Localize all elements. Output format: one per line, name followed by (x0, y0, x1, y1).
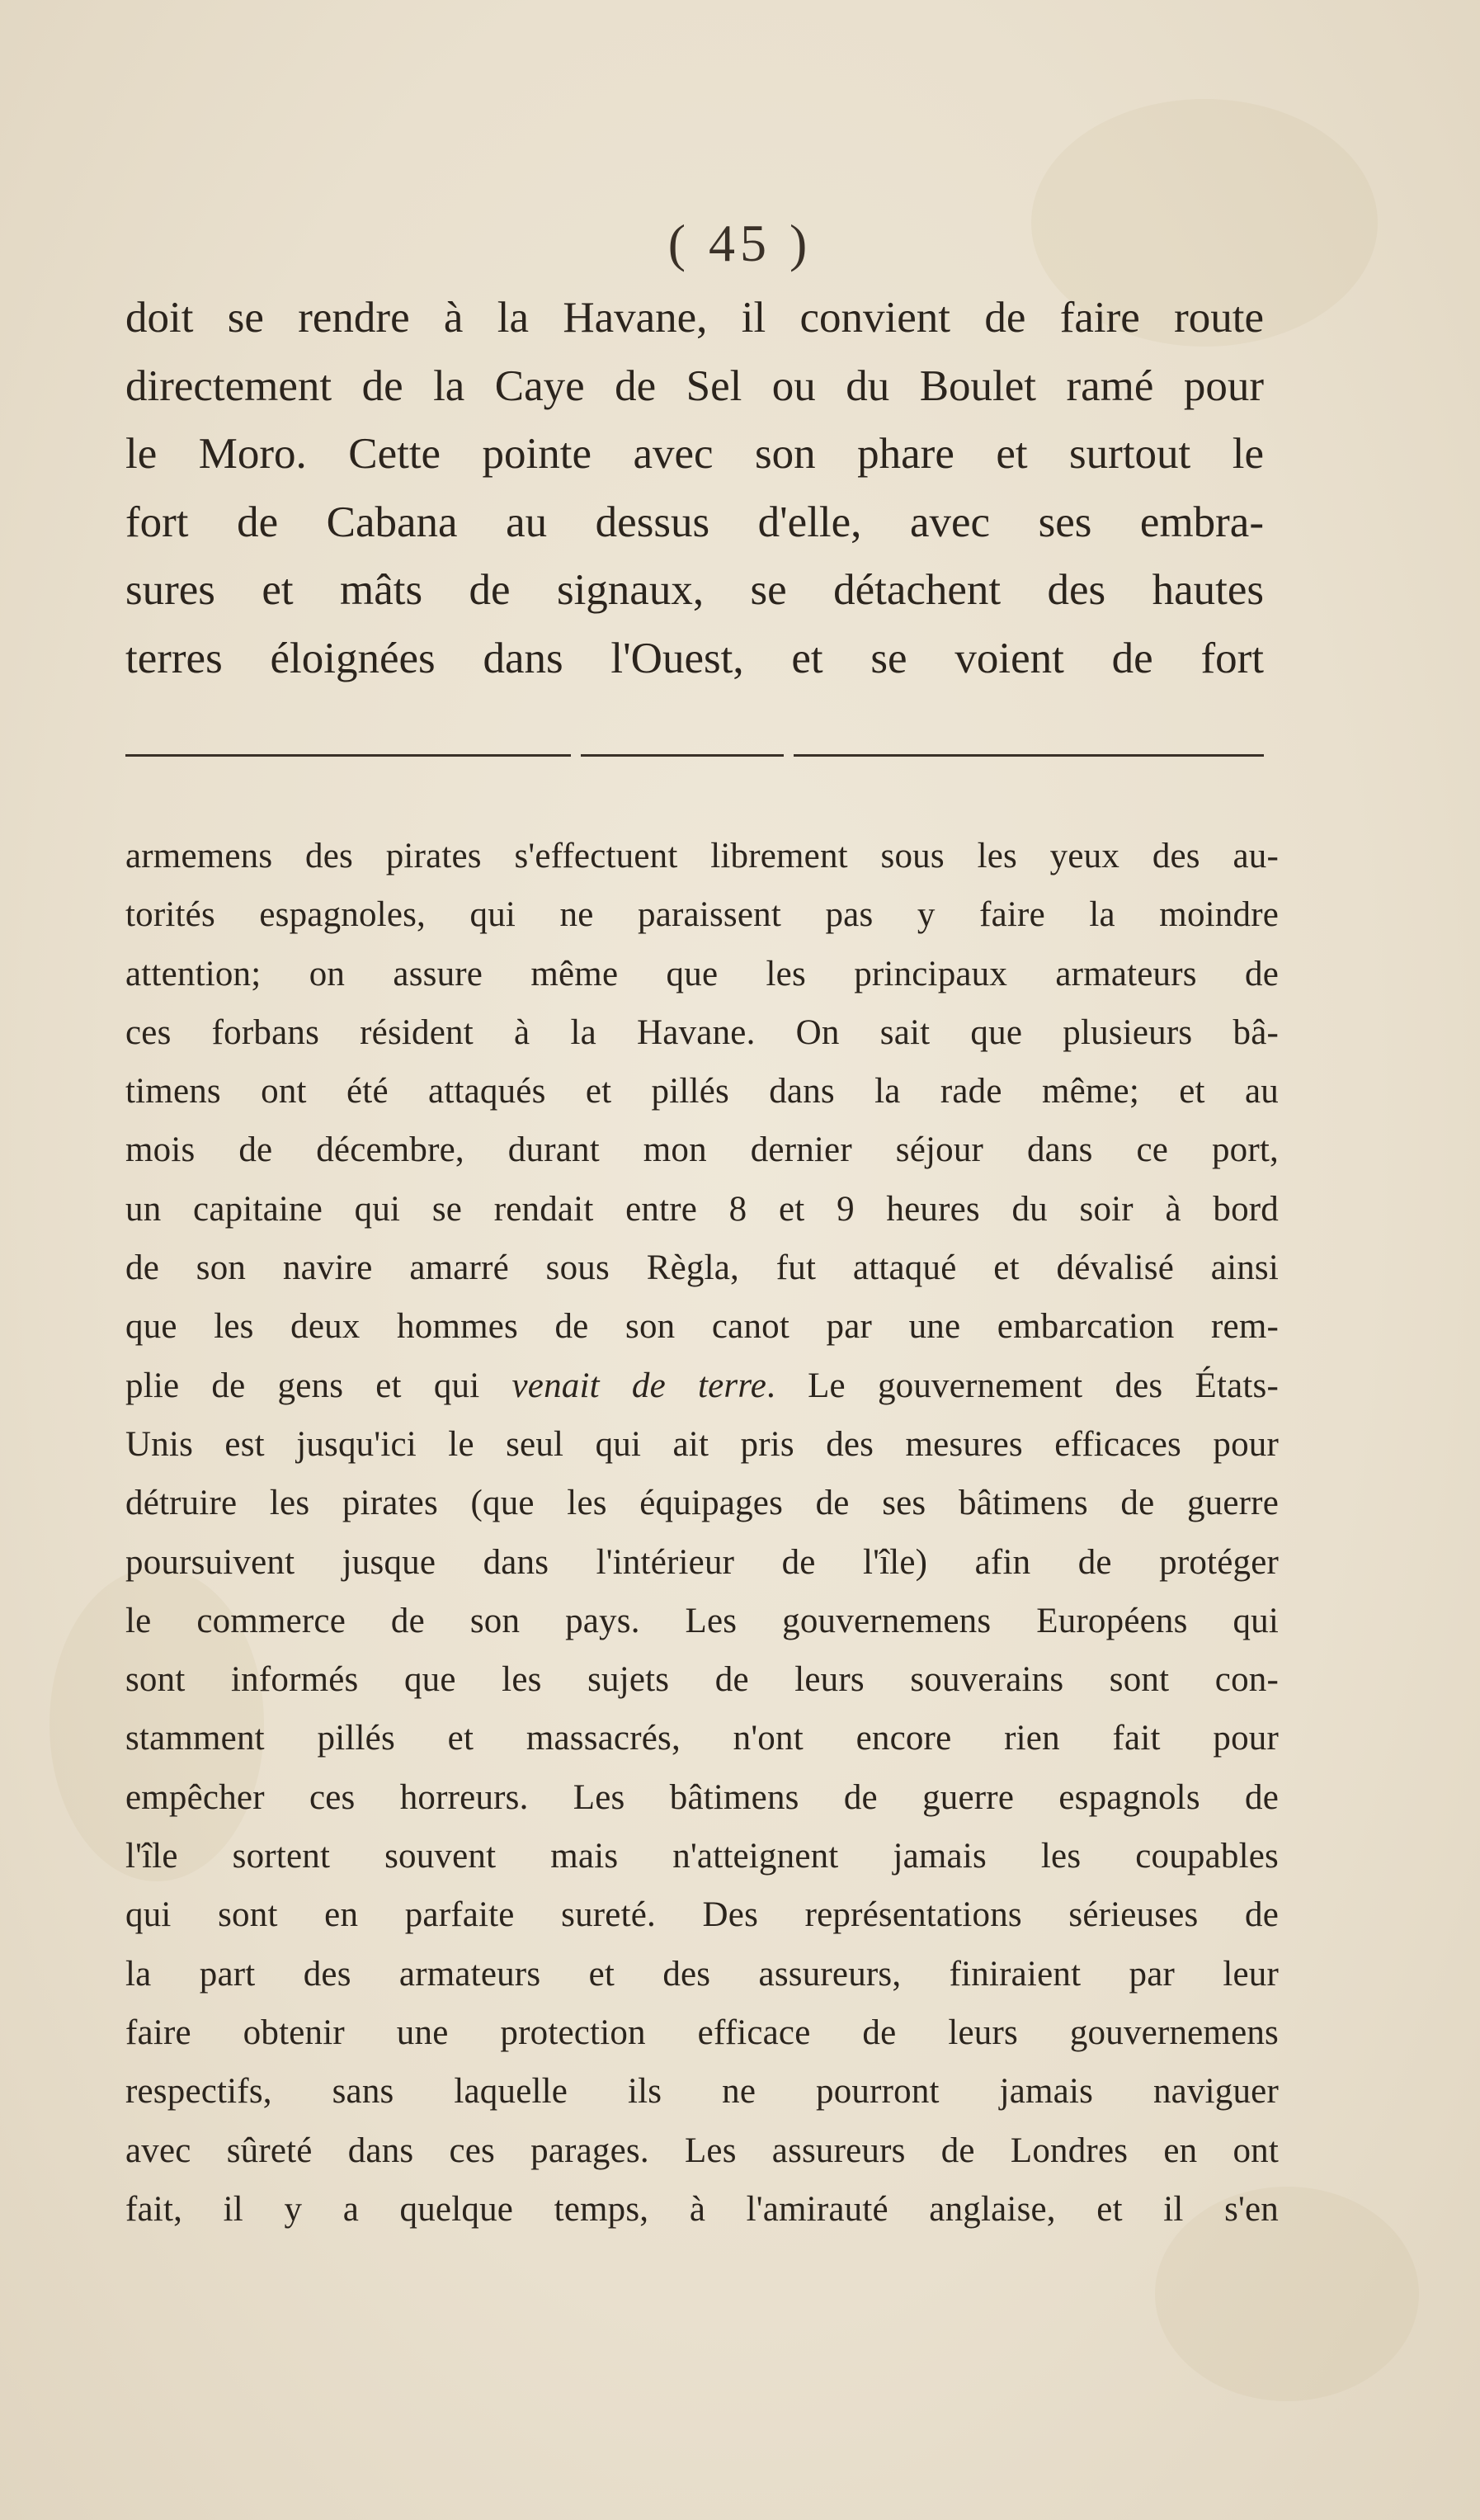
footnote-line: torités espagnoles, qui ne paraissent pas y faire la moindre (125, 895, 1279, 935)
footnote-line: de son navire amarré sous Règla, fut attaqué et dévalisé ainsi (125, 1248, 1279, 1288)
footnote-line: détruire les pirates (que les équipages de ses bâtimens de guerre (125, 1484, 1279, 1523)
footnote-line: ces forbans résident à la Havane. On sait que plusieurs bâ- (125, 1012, 1279, 1052)
footnote-line: empêcher ces horreurs. Les bâtimens de guerre espagnols de (125, 1777, 1279, 1817)
rule-segment (794, 754, 1264, 757)
rule-segment (125, 754, 571, 757)
footnote-line-part: plie de gens et qui (125, 1366, 512, 1405)
main-text-line: doit se rendre à la Havane, il convient de faire route (125, 294, 1264, 342)
footnote-line: armemens des pirates s'effectuent librement sous les yeux des au- (125, 837, 1279, 875)
footnote-line: Unis est jusqu'ici le seul qui ait pris des mesures efficaces pour (125, 1424, 1279, 1464)
page-number: ( 45 ) (667, 214, 813, 272)
footnote-line: stamment pillés et massacrés, n'ont encore rien fait pour (125, 1719, 1279, 1758)
footnote-line: un capitaine qui se rendait entre 8 et 9 heures du soir à bord (125, 1189, 1279, 1229)
footnote-line: respectifs, sans laquelle ils ne pourront jamais naviguer (125, 2072, 1279, 2112)
footnote-line: mois de décembre, durant mon dernier séjour dans ce port, (125, 1130, 1279, 1170)
main-text-line: le Moro. Cette pointe avec son phare et surtout le (125, 430, 1264, 478)
footnote-line: qui sont en parfaite sureté. Des représentations sérieuses de (125, 1895, 1279, 1935)
main-text-line: directement de la Caye de Sel ou du Boulet ramé pour (125, 361, 1264, 410)
footnote-line: sont informés que les sujets de leurs souverains sont con- (125, 1660, 1279, 1700)
footnote-line: l'île sortent souvent mais n'atteignent jamais les coupables (125, 1837, 1279, 1876)
footnote-line: la part des armateurs et des assureurs, finiraient par leur (125, 1954, 1279, 1994)
footnote-block (125, 827, 1279, 2239)
footnote-line: que les deux hommes de son canot par une embarcation rem- (125, 1307, 1279, 1347)
footnote-line: timens ont été attaqués et pillés dans la rade même; et au (125, 1072, 1279, 1111)
footnote-line: attention; on assure même que les principaux armateurs de (125, 954, 1279, 993)
footnote-line: poursuivent jusque dans l'intérieur de l'île) afin de protéger (125, 1542, 1279, 1582)
italic-phrase: venait de terre (511, 1366, 766, 1405)
footnote-line: avec sûreté dans ces parages. Les assureurs de Londres en ont (125, 2131, 1279, 2170)
footnote-separator-rule (125, 754, 1264, 759)
footnote-line: faire obtenir une protection efficace de leurs gouvernemens (125, 2013, 1279, 2052)
main-text-line: fort de Cabana au dessus d'elle, avec ses embra- (125, 498, 1264, 546)
footnote-line-part: . Le gouvernement des États- (766, 1366, 1279, 1405)
main-text-line: terres éloignées dans l'Ouest, et se voient de fort (125, 634, 1264, 682)
footnote-line: fait, il y a quelque temps, à l'amirauté anglaise, et il s'en (125, 2189, 1279, 2229)
main-text-line: sures et mâts de signaux, se détachent des hautes (125, 566, 1264, 614)
main-text-block (125, 284, 1264, 692)
rule-segment (581, 754, 784, 757)
footnote-line-with-italic (125, 1357, 1279, 1415)
footnote-line: le commerce de son pays. Les gouvernemens Européens qui (125, 1601, 1279, 1640)
